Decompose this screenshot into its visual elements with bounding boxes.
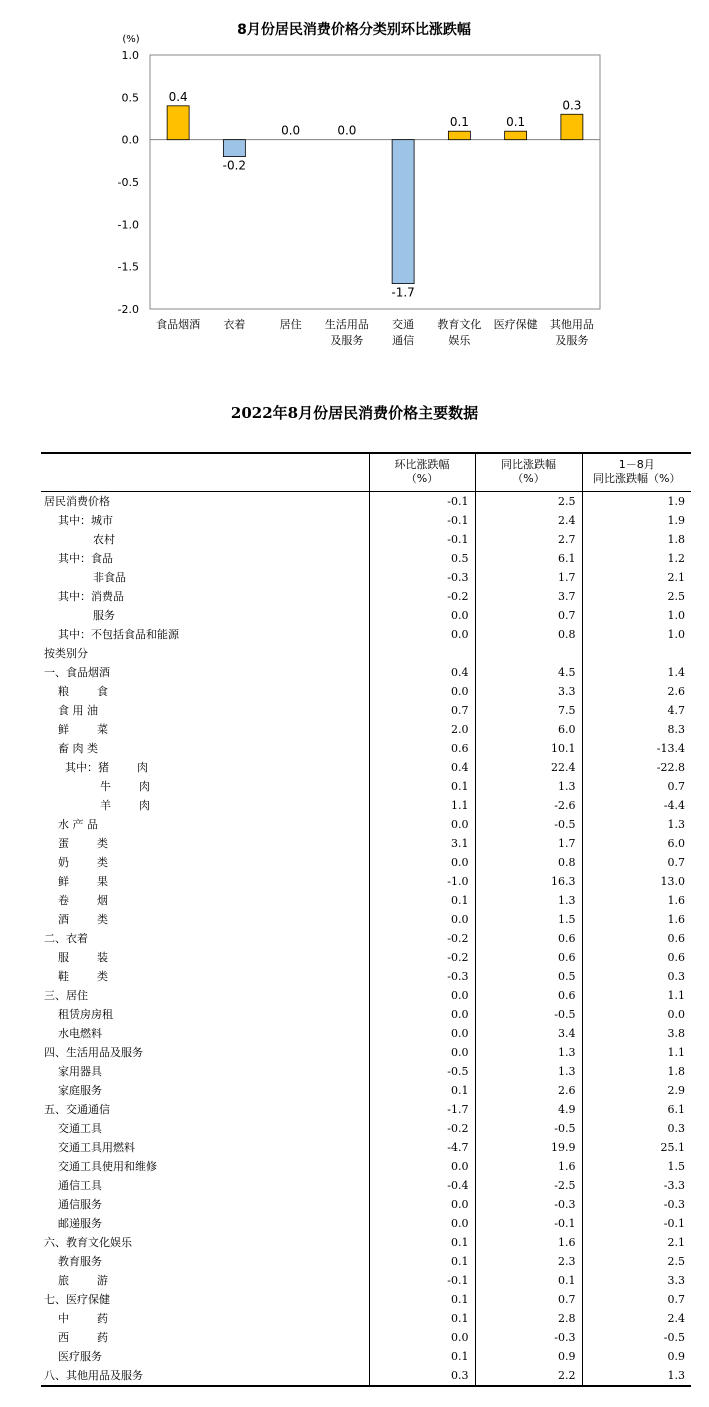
mom-cell: 0.0 xyxy=(369,1157,475,1176)
ytd-cell: 1.8 xyxy=(582,1062,691,1081)
table-row xyxy=(41,682,691,701)
header-line: 同比涨跌幅（%） xyxy=(593,472,681,486)
row-label: 牛 肉 xyxy=(44,779,150,793)
plot-frame xyxy=(150,55,600,309)
bar-value-label: 0.1 xyxy=(449,115,469,130)
mom-cell: -0.3 xyxy=(369,967,475,986)
row-label: 家用器具 xyxy=(44,1064,102,1078)
table-row xyxy=(41,1309,691,1328)
bar-value-label: -0.2 xyxy=(222,158,247,173)
row-label: 通信服务 xyxy=(44,1197,102,1211)
row-label: 四、生活用品及服务 xyxy=(44,1045,143,1059)
ytd-cell: 1.1 xyxy=(582,986,691,1005)
table-row xyxy=(41,758,691,777)
table-row xyxy=(41,1252,691,1271)
table-row xyxy=(41,701,691,720)
table-row xyxy=(41,491,691,511)
mom-cell: 0.4 xyxy=(369,758,475,777)
ytd-cell: -3.3 xyxy=(582,1176,691,1195)
table-row xyxy=(41,1081,691,1100)
ytd-cell: 2.5 xyxy=(582,1252,691,1271)
yoy-cell: 2.5 xyxy=(475,491,582,511)
bar-value-label: 0.0 xyxy=(337,123,357,138)
yoy-cell: -2.6 xyxy=(475,796,582,815)
yoy-cell: 1.6 xyxy=(475,1157,582,1176)
header-line: （%） xyxy=(405,472,439,486)
mom-cell: 0.7 xyxy=(369,701,475,720)
ytd-cell: 2.5 xyxy=(582,587,691,606)
yoy-cell: 1.6 xyxy=(475,1233,582,1252)
bar xyxy=(448,131,470,139)
yoy-cell: 0.6 xyxy=(475,986,582,1005)
bar-value-label: 0.4 xyxy=(168,89,188,104)
mom-cell: -0.1 xyxy=(369,530,475,549)
row-label: 其中：食品 xyxy=(44,551,113,565)
mom-cell: -4.7 xyxy=(369,1138,475,1157)
mom-cell: 0.1 xyxy=(369,1347,475,1366)
ytd-cell: 1.5 xyxy=(582,1157,691,1176)
ytd-cell: 0.3 xyxy=(582,1119,691,1138)
bar xyxy=(223,140,245,157)
row-label: 中 药 xyxy=(44,1311,108,1325)
ytd-cell: 6.1 xyxy=(582,1100,691,1119)
ytd-cell: 1.6 xyxy=(582,910,691,929)
bar xyxy=(561,114,583,139)
ytd-cell: -13.4 xyxy=(582,739,691,758)
yoy-cell: 0.9 xyxy=(475,1347,582,1366)
ytd-cell: 0.9 xyxy=(582,1347,691,1366)
bar-chart-svg xyxy=(0,0,709,360)
table-row xyxy=(41,872,691,891)
table-row xyxy=(41,663,691,682)
ytd-cell: 0.7 xyxy=(582,1290,691,1309)
yoy-cell: -0.5 xyxy=(475,1119,582,1138)
mom-cell: 0.0 xyxy=(369,853,475,872)
yoy-cell: 0.1 xyxy=(475,1271,582,1290)
mom-cell: -0.1 xyxy=(369,1271,475,1290)
row-label: 其中：猪 肉 xyxy=(44,760,148,774)
yoy-cell: -2.5 xyxy=(475,1176,582,1195)
row-label: 家庭服务 xyxy=(44,1083,102,1097)
row-label: 交通工具用燃料 xyxy=(44,1140,135,1154)
row-label: 旅 游 xyxy=(44,1273,108,1287)
ytd-cell: 2.4 xyxy=(582,1309,691,1328)
row-label: 五、交通通信 xyxy=(44,1102,110,1116)
yoy-cell: 1.5 xyxy=(475,910,582,929)
mom-cell: 1.1 xyxy=(369,796,475,815)
row-label: 粮 食 xyxy=(44,684,108,698)
bar-value-label: -1.7 xyxy=(391,285,415,300)
row-label: 医疗服务 xyxy=(44,1349,102,1363)
yoy-cell: 0.8 xyxy=(475,625,582,644)
table-row xyxy=(41,1290,691,1309)
mom-cell: 0.0 xyxy=(369,1328,475,1347)
table-row xyxy=(41,568,691,587)
mom-cell: -0.1 xyxy=(369,511,475,530)
ytd-cell: 1.1 xyxy=(582,1043,691,1062)
table-row xyxy=(41,1100,691,1119)
yoy-cell: 2.4 xyxy=(475,511,582,530)
ytd-cell: 0.7 xyxy=(582,853,691,872)
mom-cell: -0.2 xyxy=(369,1119,475,1138)
yoy-cell: 2.3 xyxy=(475,1252,582,1271)
yoy-cell: 3.7 xyxy=(475,587,582,606)
table-row xyxy=(41,1233,691,1252)
x-category-label: 其他用品 xyxy=(549,318,594,331)
ytd-cell: 3.3 xyxy=(582,1271,691,1290)
mom-cell: 0.0 xyxy=(369,815,475,834)
ytd-cell: 2.1 xyxy=(582,568,691,587)
table-row xyxy=(41,739,691,758)
table-row xyxy=(41,815,691,834)
row-label: 西 药 xyxy=(44,1330,108,1344)
ytd-cell: 0.0 xyxy=(582,1005,691,1024)
ytd-cell: 0.6 xyxy=(582,929,691,948)
table-title: 2022年8月份居民消费价格主要数据 xyxy=(230,404,479,422)
bar-value-label: 0.3 xyxy=(562,98,582,113)
mom-cell: -0.4 xyxy=(369,1176,475,1195)
row-label: 卷 烟 xyxy=(44,893,108,907)
x-category-label: 娱乐 xyxy=(448,334,471,347)
table-row xyxy=(41,1024,691,1043)
x-category-label: 生活用品 xyxy=(324,318,369,331)
table-row xyxy=(41,1347,691,1366)
yoy-cell: -0.3 xyxy=(475,1328,582,1347)
mom-cell: 0.0 xyxy=(369,606,475,625)
ytd-cell: -0.1 xyxy=(582,1214,691,1233)
ytd-cell: 1.9 xyxy=(582,491,691,511)
mom-cell: 2.0 xyxy=(369,720,475,739)
ytd-cell: 1.6 xyxy=(582,891,691,910)
ytd-cell: 0.6 xyxy=(582,948,691,967)
table-row xyxy=(41,720,691,739)
row-label: 交通工具使用和维修 xyxy=(44,1159,157,1173)
yoy-cell: 1.3 xyxy=(475,777,582,796)
mom-cell: 0.1 xyxy=(369,1081,475,1100)
row-label: 七、医疗保健 xyxy=(44,1292,110,1306)
row-label: 蛋 类 xyxy=(44,836,108,850)
table-row xyxy=(41,1157,691,1176)
table-row xyxy=(41,1005,691,1024)
mom-cell: -0.5 xyxy=(369,1062,475,1081)
mom-cell: 0.0 xyxy=(369,682,475,701)
y-axis-unit-label: (%) xyxy=(122,34,140,45)
row-label: 租赁房房租 xyxy=(44,1007,113,1021)
table-row xyxy=(41,1214,691,1233)
table-row xyxy=(41,625,691,644)
y-tick-label: -1.0 xyxy=(117,218,139,232)
row-label: 鞋 类 xyxy=(44,969,108,983)
header-line: （%） xyxy=(512,472,545,486)
table-row xyxy=(41,777,691,796)
row-label: 三、居住 xyxy=(44,988,88,1002)
yoy-cell: 1.3 xyxy=(475,1043,582,1062)
ytd-cell: -0.3 xyxy=(582,1195,691,1214)
row-label: 二、衣着 xyxy=(44,931,88,945)
cpi-data-table xyxy=(41,452,691,1387)
yoy-cell: -0.5 xyxy=(475,815,582,834)
ytd-cell: 1.2 xyxy=(582,549,691,568)
ytd-cell: 0.7 xyxy=(582,777,691,796)
table-row xyxy=(41,530,691,549)
table-row xyxy=(41,1366,691,1386)
table-row xyxy=(41,891,691,910)
yoy-cell: 1.3 xyxy=(475,891,582,910)
mom-cell: 0.1 xyxy=(369,1233,475,1252)
ytd-cell: 3.8 xyxy=(582,1024,691,1043)
yoy-cell: 0.6 xyxy=(475,929,582,948)
ytd-cell: -4.4 xyxy=(582,796,691,815)
x-category-label: 教育文化 xyxy=(437,318,482,331)
mom-cell: 0.3 xyxy=(369,1366,475,1386)
table-row xyxy=(41,948,691,967)
x-category-label: 居住 xyxy=(279,318,302,331)
row-label: 交通工具 xyxy=(44,1121,102,1135)
yoy-cell: -0.5 xyxy=(475,1005,582,1024)
x-category-label: 衣着 xyxy=(223,318,246,331)
mom-cell: -0.2 xyxy=(369,929,475,948)
row-label: 邮递服务 xyxy=(44,1216,102,1230)
y-tick-label: -0.5 xyxy=(117,176,139,189)
mom-cell: -0.1 xyxy=(369,491,475,511)
x-category-label: 及服务 xyxy=(330,334,364,347)
yoy-cell: 0.5 xyxy=(475,967,582,986)
yoy-cell: 16.3 xyxy=(475,872,582,891)
yoy-cell: -0.1 xyxy=(475,1214,582,1233)
row-label: 农村 xyxy=(44,532,115,546)
row-label: 教育服务 xyxy=(44,1254,102,1268)
mom-cell: 0.0 xyxy=(369,986,475,1005)
row-label: 羊 肉 xyxy=(44,798,150,812)
header-yoy xyxy=(475,453,582,491)
ytd-cell: 1.3 xyxy=(582,815,691,834)
row-label: 鲜 菜 xyxy=(44,722,108,736)
header-category xyxy=(41,453,369,491)
table-row xyxy=(41,1195,691,1214)
y-tick-label: 1.0 xyxy=(121,49,139,62)
mom-cell: 0.1 xyxy=(369,891,475,910)
header-line: 同比涨跌幅 xyxy=(501,458,556,472)
header-ytd xyxy=(582,453,691,491)
row-label: 水 产 品 xyxy=(44,817,98,831)
row-label: 六、教育文化娱乐 xyxy=(44,1235,132,1249)
header-line: 1－8月 xyxy=(618,458,655,472)
mom-cell: 0.0 xyxy=(369,1024,475,1043)
table-row xyxy=(41,1271,691,1290)
ytd-cell: 1.8 xyxy=(582,530,691,549)
row-label: 其中：城市 xyxy=(44,513,113,527)
mom-cell: 0.1 xyxy=(369,1252,475,1271)
ytd-cell: 4.7 xyxy=(582,701,691,720)
mom-cell: -1.0 xyxy=(369,872,475,891)
mom-cell: -0.2 xyxy=(369,587,475,606)
yoy-cell: 2.6 xyxy=(475,1081,582,1100)
row-label: 食 用 油 xyxy=(44,703,98,717)
row-label: 非食品 xyxy=(44,570,126,584)
ytd-cell: 1.3 xyxy=(582,1366,691,1386)
mom-cell: -1.7 xyxy=(369,1100,475,1119)
table-row xyxy=(41,1328,691,1347)
mom-cell: 0.0 xyxy=(369,1214,475,1233)
ytd-cell: 6.0 xyxy=(582,834,691,853)
yoy-cell: 10.1 xyxy=(475,739,582,758)
yoy-cell: 19.9 xyxy=(475,1138,582,1157)
table-row xyxy=(41,587,691,606)
yoy-cell: 4.9 xyxy=(475,1100,582,1119)
y-tick-label: -1.5 xyxy=(117,260,139,274)
yoy-cell: -0.3 xyxy=(475,1195,582,1214)
ytd-cell: 8.3 xyxy=(582,720,691,739)
table-row xyxy=(41,834,691,853)
row-label: 水电燃料 xyxy=(44,1026,102,1040)
x-category-label: 交通 xyxy=(392,318,415,331)
yoy-cell: 0.7 xyxy=(475,1290,582,1309)
ytd-cell: 25.1 xyxy=(582,1138,691,1157)
yoy-cell: 2.7 xyxy=(475,530,582,549)
mom-cell: 0.5 xyxy=(369,549,475,568)
table-row xyxy=(41,511,691,530)
row-label: 按类别分 xyxy=(44,646,88,660)
ytd-cell: 1.9 xyxy=(582,511,691,530)
y-tick-label: -2.0 xyxy=(117,303,139,316)
yoy-cell: 2.8 xyxy=(475,1309,582,1328)
ytd-cell xyxy=(582,644,691,663)
mom-cell: 0.0 xyxy=(369,1005,475,1024)
ytd-cell: 2.1 xyxy=(582,1233,691,1252)
ytd-cell: 13.0 xyxy=(582,872,691,891)
row-label: 酒 类 xyxy=(44,912,108,926)
ytd-cell: 2.6 xyxy=(582,682,691,701)
yoy-cell: 22.4 xyxy=(475,758,582,777)
x-category-label: 通信 xyxy=(392,334,415,347)
row-label: 通信工具 xyxy=(44,1178,102,1192)
yoy-cell: 4.5 xyxy=(475,663,582,682)
table-header-row xyxy=(41,453,691,491)
row-label: 其中：不包括食品和能源 xyxy=(44,627,179,641)
table-row xyxy=(41,910,691,929)
header-mom xyxy=(369,453,475,491)
chart-title: 8月份居民消费价格分类别环比涨跌幅 xyxy=(237,22,471,38)
mom-cell xyxy=(369,644,475,663)
x-category-label: 医疗保健 xyxy=(493,318,538,331)
yoy-cell: 3.3 xyxy=(475,682,582,701)
table-row xyxy=(41,853,691,872)
row-label: 居民消费价格 xyxy=(44,494,110,508)
ytd-cell: 1.4 xyxy=(582,663,691,682)
table-row xyxy=(41,796,691,815)
yoy-cell: 6.1 xyxy=(475,549,582,568)
yoy-cell: 1.7 xyxy=(475,568,582,587)
y-tick-label: 0.0 xyxy=(121,133,139,147)
bar xyxy=(505,131,527,139)
mom-cell: -0.2 xyxy=(369,948,475,967)
row-label: 服务 xyxy=(44,608,115,622)
row-label: 奶 类 xyxy=(44,855,108,869)
x-category-label: 食品烟酒 xyxy=(156,318,201,331)
yoy-cell: 2.2 xyxy=(475,1366,582,1386)
mom-cell: -0.3 xyxy=(369,568,475,587)
mom-cell: 0.1 xyxy=(369,1309,475,1328)
table-row xyxy=(41,549,691,568)
yoy-cell: 1.3 xyxy=(475,1062,582,1081)
mom-cell: 0.0 xyxy=(369,1195,475,1214)
row-label: 八、其他用品及服务 xyxy=(41,1366,369,1386)
ytd-cell: 0.3 xyxy=(582,967,691,986)
yoy-cell: 0.7 xyxy=(475,606,582,625)
yoy-cell xyxy=(475,644,582,663)
table-row xyxy=(41,986,691,1005)
row-label: 畜 肉 类 xyxy=(44,741,98,755)
x-category-label: 及服务 xyxy=(555,334,589,347)
table-row xyxy=(41,929,691,948)
mom-cell: 0.0 xyxy=(369,1043,475,1062)
header-line: 环比涨跌幅 xyxy=(394,458,450,472)
yoy-cell: 7.5 xyxy=(475,701,582,720)
table-row xyxy=(41,606,691,625)
table-row xyxy=(41,1043,691,1062)
yoy-cell: 0.8 xyxy=(475,853,582,872)
ytd-cell: 1.0 xyxy=(582,606,691,625)
row-label: 服 装 xyxy=(44,950,108,964)
ytd-cell: 1.0 xyxy=(582,625,691,644)
yoy-cell: 3.4 xyxy=(475,1024,582,1043)
yoy-cell: 6.0 xyxy=(475,720,582,739)
row-label: 鲜 果 xyxy=(44,874,108,888)
mom-cell: 0.0 xyxy=(369,910,475,929)
table-row xyxy=(41,1138,691,1157)
bar xyxy=(392,140,414,284)
y-tick-label: 0.5 xyxy=(121,91,139,105)
mom-cell: 0.6 xyxy=(369,739,475,758)
ytd-cell: -0.5 xyxy=(582,1328,691,1347)
mom-cell: 0.1 xyxy=(369,1290,475,1309)
bar-chart xyxy=(0,0,709,360)
row-label: 一、食品烟酒 xyxy=(44,665,110,679)
ytd-cell: -22.8 xyxy=(582,758,691,777)
mom-cell: 0.4 xyxy=(369,663,475,682)
table-row xyxy=(41,967,691,986)
table-row xyxy=(41,644,691,663)
table-row xyxy=(41,1176,691,1195)
mom-cell: 3.1 xyxy=(369,834,475,853)
bar-value-label: 0.1 xyxy=(506,115,526,130)
mom-cell: 0.0 xyxy=(369,625,475,644)
table-row xyxy=(41,1062,691,1081)
yoy-cell: 1.7 xyxy=(475,834,582,853)
bar-value-label: 0.0 xyxy=(281,123,301,138)
table-row xyxy=(41,1119,691,1138)
bar xyxy=(167,106,189,140)
mom-cell: 0.1 xyxy=(369,777,475,796)
ytd-cell: 2.9 xyxy=(582,1081,691,1100)
row-label: 其中：消费品 xyxy=(44,589,124,603)
yoy-cell: 0.6 xyxy=(475,948,582,967)
